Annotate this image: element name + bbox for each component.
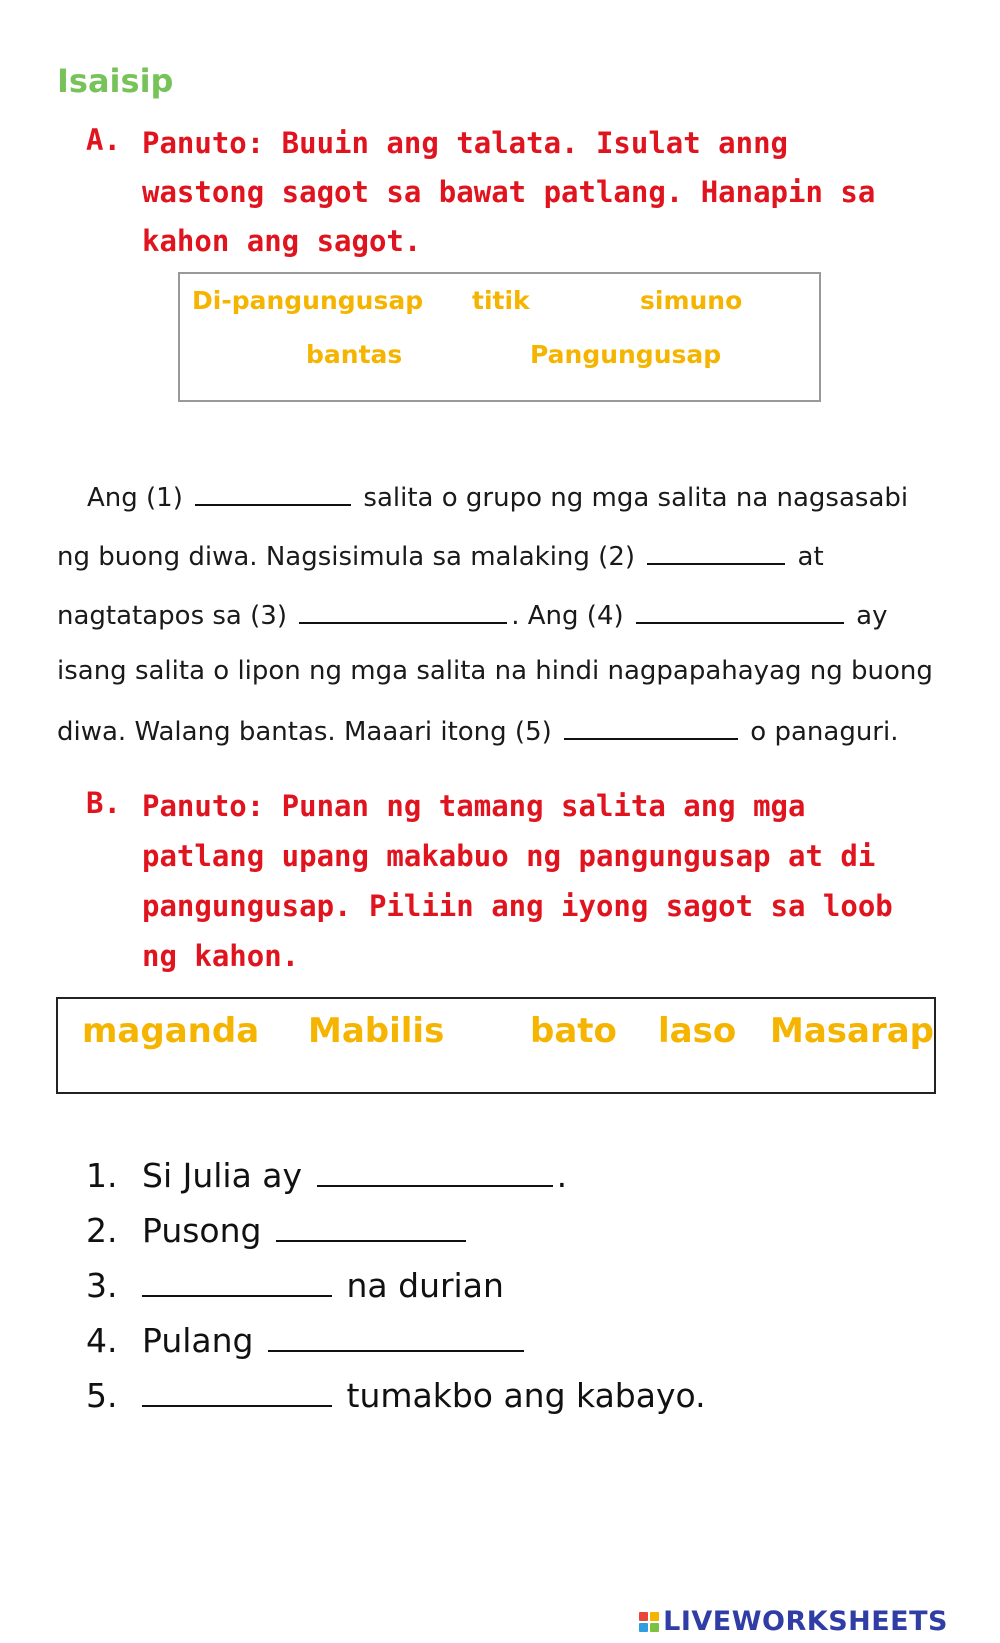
paragraph-text: at — [797, 542, 824, 572]
section-title: Isaisip — [57, 62, 174, 100]
word-box-b-word: Mabilis — [308, 1011, 445, 1051]
item-text: Pusong — [142, 1211, 262, 1250]
paragraph-text: o panaguri. — [750, 717, 899, 747]
blank-4-input[interactable] — [636, 598, 844, 624]
list-item — [86, 1320, 528, 1360]
word-box-a-word: Pangungusap — [530, 340, 722, 369]
paragraph-text: ay — [856, 601, 888, 631]
part-b-instruction-text: Panuto: Punan ng tamang salita ang mga patlang upang makabuo ng pangungusap at di pangungusap. Piliin ang iyong sagot sa loob ng kahon. — [142, 789, 893, 973]
word-box-b-word: bato — [530, 1011, 617, 1051]
logo-square — [639, 1623, 648, 1632]
liveworksheets-icon — [639, 1612, 659, 1632]
part-a-instruction-text: Panuto: Buuin ang talata. Isulat anng wastong sagot sa bawat patlang. Hanapin sa kahon ang sagot. — [142, 126, 876, 258]
part-b-letter: B. — [86, 786, 121, 820]
blank-2-input[interactable] — [647, 539, 785, 565]
blank-5-input[interactable] — [564, 714, 738, 740]
logo-square — [650, 1612, 659, 1621]
item-4-blank-input[interactable] — [268, 1320, 524, 1352]
part-a-letter: A. — [86, 123, 121, 157]
word-box-a-word: Di-pangungusap — [192, 286, 424, 315]
item-number: 2. — [86, 1211, 118, 1250]
item-1-blank-input[interactable] — [317, 1155, 553, 1187]
word-box-a-word: simuno — [640, 286, 743, 315]
paragraph-text: nagtatapos sa (3) — [57, 601, 287, 631]
item-text: na durian — [346, 1266, 504, 1305]
item-number: 4. — [86, 1321, 118, 1360]
item-3-blank-input[interactable] — [142, 1265, 332, 1297]
item-5-blank-input[interactable] — [142, 1375, 332, 1407]
item-2-blank-input[interactable] — [276, 1210, 466, 1242]
word-box-b — [56, 997, 936, 1094]
item-text: . — [556, 1156, 568, 1195]
paragraph-text: Ang (1) — [87, 483, 183, 513]
item-number: 3. — [86, 1266, 118, 1305]
item-number: 5. — [86, 1376, 118, 1415]
list-item — [86, 1265, 504, 1305]
logo-square — [650, 1623, 659, 1632]
paragraph-text: salita o grupo ng mga salita na nagsasabi — [363, 483, 909, 513]
list-item — [86, 1210, 470, 1250]
word-box-b-word: Masarap — [770, 1011, 935, 1051]
paragraph-text: . Ang (4) — [511, 601, 624, 631]
liveworksheets-logo — [639, 1606, 948, 1637]
word-box-b-word: laso — [658, 1011, 737, 1051]
word-box-a-word: bantas — [306, 340, 403, 369]
blank-3-input[interactable] — [299, 598, 507, 624]
paragraph-text: diwa. Walang bantas. Maaari itong (5) — [57, 717, 552, 747]
word-box-a-word: titik — [472, 286, 530, 315]
brand-name: LIVEWORKSHEETS — [663, 1606, 948, 1637]
logo-square — [639, 1612, 648, 1621]
paragraph-text: ng buong diwa. Nagsisimula sa malaking (2) — [57, 542, 636, 572]
item-number: 1. — [86, 1156, 118, 1195]
word-box-a — [178, 272, 821, 402]
list-item — [86, 1375, 706, 1415]
word-box-b-word: maganda — [82, 1011, 260, 1051]
item-text: Pulang — [142, 1321, 254, 1360]
item-text: tumakbo ang kabayo. — [346, 1376, 706, 1415]
blank-1-input[interactable] — [195, 480, 351, 506]
list-item — [86, 1155, 567, 1195]
item-text: Si Julia ay — [142, 1156, 303, 1195]
paragraph-text: isang salita o lipon ng mga salita na hindi nagpapahayag ng buong — [57, 656, 933, 686]
